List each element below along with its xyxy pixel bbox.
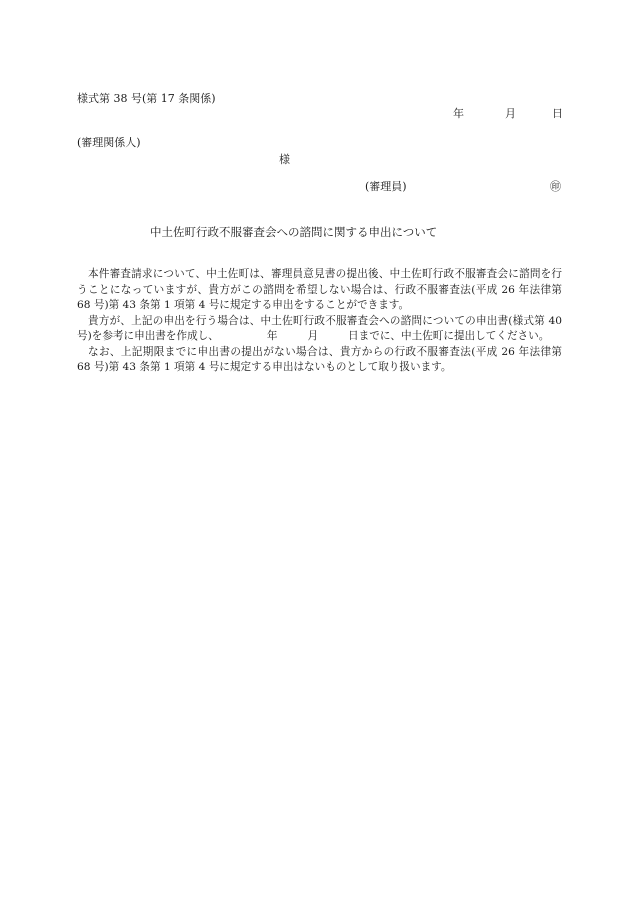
date-line [453, 107, 563, 121]
recipient-label: (審理関係人) [77, 136, 141, 149]
deadline-month-label: 月 [307, 330, 319, 342]
body-paragraph-1: 本件審査請求について、中土佐町は、審理員意見書の提出後、中土佐町行政不服審査会に諮問を行うことになっていますが、貴方がこの諮問を希望しない場合は、行政不服審査法(平成 26 年法律第 68 号)第 43 条第 1 項第 4 号に規定する申出をすることができます。 [77, 268, 562, 311]
date-day-label: 日 [552, 107, 563, 120]
seal-icon: ㊞ [550, 180, 561, 193]
form-number: 様式第 38 号(第 17 条関係) [77, 92, 216, 105]
paragraph-2-lead: 貴方が、上記の申出を行う場合は、中土佐町行政不服審査会への諮問についての申出書(様式第 40 号)を参考に申出書を作成し、 [77, 314, 562, 342]
document-title: 中土佐町行政不服審査会への諮問に関する申出について [150, 225, 438, 239]
paragraph-2-tail: 日までに、中土佐町に提出してください。 [348, 330, 550, 342]
body-paragraph-3: なお、上記期限までに申出書の提出がない場合は、貴方からの行政不服審査法(平成 26 年法律第 68 号)第 43 条第 1 項第 4 号に規定する申出はないものとして取り扱います。 [77, 345, 562, 373]
body-text [77, 267, 562, 376]
date-year-label: 年 [453, 107, 464, 120]
deadline-year-label: 年 [266, 330, 278, 342]
body-paragraph-2 [77, 314, 562, 345]
recipient-honorific: 様 [279, 153, 290, 166]
date-month-label: 月 [505, 107, 516, 120]
examiner-label: (審理員) [365, 180, 407, 193]
